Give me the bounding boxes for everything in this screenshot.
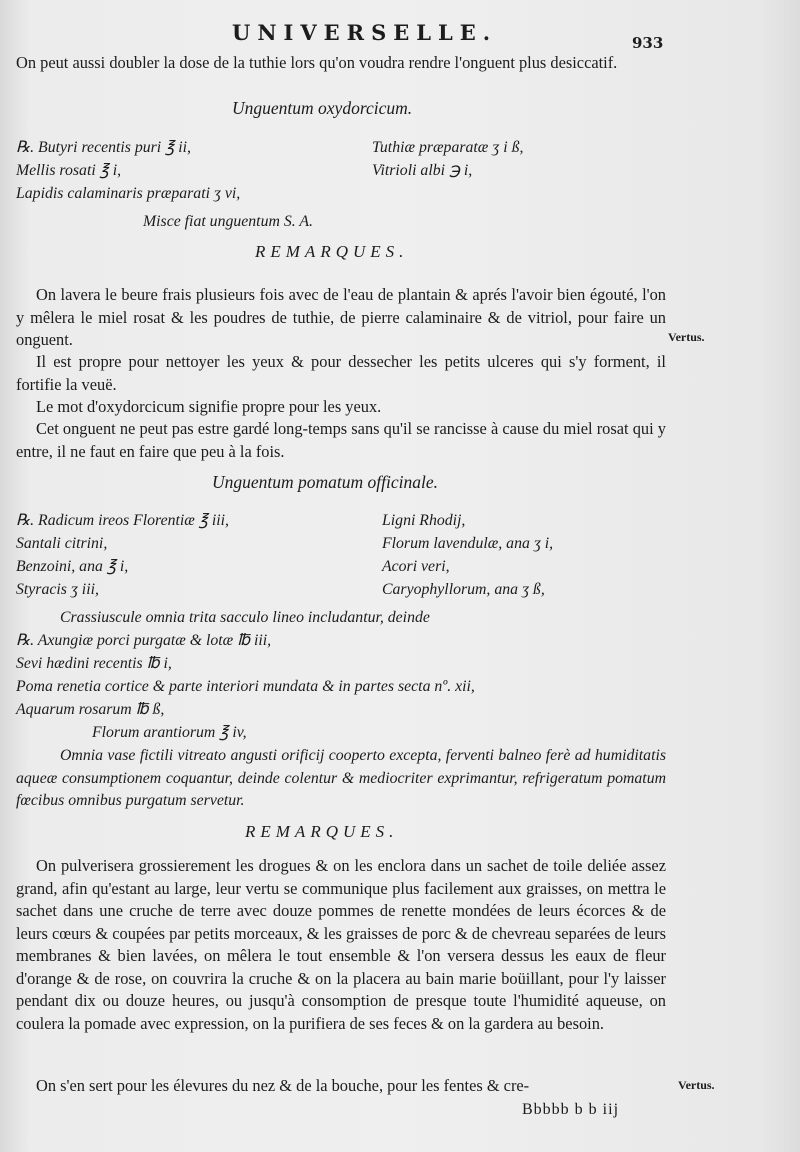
section2-remark-1: On pulverisera grossierement les drogues & on les enclora dans un sachet de toile deliée assez grand, afin qu'estant au large, leur vertu se communique plus facilement aux graisses, on mettra le sachet dans une cruche de terre avec douze pommes de renette mondées de leurs écorces & de leurs cœurs & coupées par petits morceaux, & les graisses de porc & de chevreau separées de leurs membranes & bien lavées, on mêlera le tout ensemble & l'on versera dessus les eaux de fleur d'orange & de rose, on couvrira la cruche & on la placera au bain marie boüillant, pour l'y laisser pendant dix ou douze heures, ou jusqu'à consomption de presque toute l'humidité aqueuse, on coulera la pomade avec expression, on la purifiera de ses feces & on la gardera au besoin.	[16, 856, 666, 1033]
recipe2-omnia-paragraph: Omnia vase fictili vitreato angusti orificij cooperto excepta, ferventi balneo ferè ad humiditatis aqueæ consumptionem coquantur, deinde colentur & mediocriter exprimantur, refrigeratum pomatum fœcibus omnibus purgatum servetur.	[16, 747, 666, 809]
recipe2-right-1: Ligni Rhodij,	[382, 512, 466, 529]
margin-note-vertus-1: Vertus.	[668, 330, 705, 344]
recipe1-left-1: ℞. Butyri recentis puri ℥ ii,	[16, 139, 191, 156]
recipe2-right-3: Acori veri,	[382, 558, 450, 575]
signature-mark: Bbbbb b b iij	[522, 1101, 620, 1118]
running-head: UNIVERSELLE.	[232, 20, 498, 45]
recipe1-right-2: Vitrioli albi ℈ i,	[372, 162, 473, 179]
section1-remark-4: Cet onguent ne peut pas estre gardé long-temps sans qu'il se rancisse à cause du miel rosat qui y entre, il ne faut en faire que peu à la fois.	[16, 419, 666, 461]
recipe1-left-3: Lapidis calaminaris præparati ʒ vi,	[16, 185, 241, 202]
section1-title: Unguentum oxydorcicum.	[232, 98, 413, 118]
section1-remark-1: On lavera le beure frais plusieurs fois avec de l'eau de plantain & aprés l'avoir bien égouté, l'on y mêlera le miel rosat & les poudres de tuthie, de pierre calaminaire & de vitriol, pour faire un onguent.	[16, 285, 666, 349]
recipe1-left-2: Mellis rosati ℥ i,	[16, 162, 122, 179]
section1-remark-2: Il est propre pour nettoyer les yeux & pour dessecher les petits ulceres qui s'y forment, il fortifie la veuë.	[16, 352, 666, 394]
recipe2-line-6: Florum arantiorum ℥ iv,	[92, 724, 247, 741]
recipe1-misce: Misce fiat unguentum S. A.	[143, 213, 313, 230]
page-number: 933	[632, 34, 664, 52]
recipe2-line-5: Aquarum rosarum ℔ ß,	[16, 701, 165, 718]
recipe2-left-3: Benzoini, ana ℥ i,	[16, 558, 129, 575]
recipe2-right-2: Florum lavendulæ, ana ʒ i,	[382, 535, 554, 552]
recipe2-line-2: ℞. Axungiæ porci purgatæ & lotæ ℔ iii,	[16, 632, 272, 649]
intro-paragraph: On peut aussi doubler la dose de la tuthie lors qu'on voudra rendre l'onguent plus desiccatif.	[16, 53, 618, 72]
section2-remarques-heading: REMARQUES.	[245, 822, 399, 841]
recipe2-line-3: Sevi hædini recentis ℔ i,	[16, 655, 172, 672]
recipe2-line-4: Poma renetia cortice & parte interiori mundata & in partes secta nº. xii,	[16, 678, 475, 695]
margin-note-vertus-2: Vertus.	[678, 1078, 715, 1092]
recipe2-right-4: Caryophyllorum, ana ʒ ß,	[382, 581, 545, 598]
recipe2-left-2: Santali citrini,	[16, 535, 108, 552]
recipe1-right-1: Tuthiæ præparatæ ʒ i ß,	[372, 139, 524, 156]
recipe2-left-1: ℞. Radicum ireos Florentiæ ℥ iii,	[16, 512, 229, 529]
section1-remarques-heading: REMARQUES.	[255, 242, 409, 261]
section2-title: Unguentum pomatum officinale.	[212, 472, 439, 492]
section1-remark-3: Le mot d'oxydorcicum signifie propre pour les yeux.	[36, 397, 382, 416]
recipe2-line-1: Crassiuscule omnia trita sacculo lineo includantur, deinde	[60, 609, 430, 626]
section2-remark-2: On s'en sert pour les élevures du nez & de la bouche, pour les fentes & cre-	[36, 1076, 530, 1095]
recipe2-left-4: Styracis ʒ iii,	[16, 581, 99, 598]
